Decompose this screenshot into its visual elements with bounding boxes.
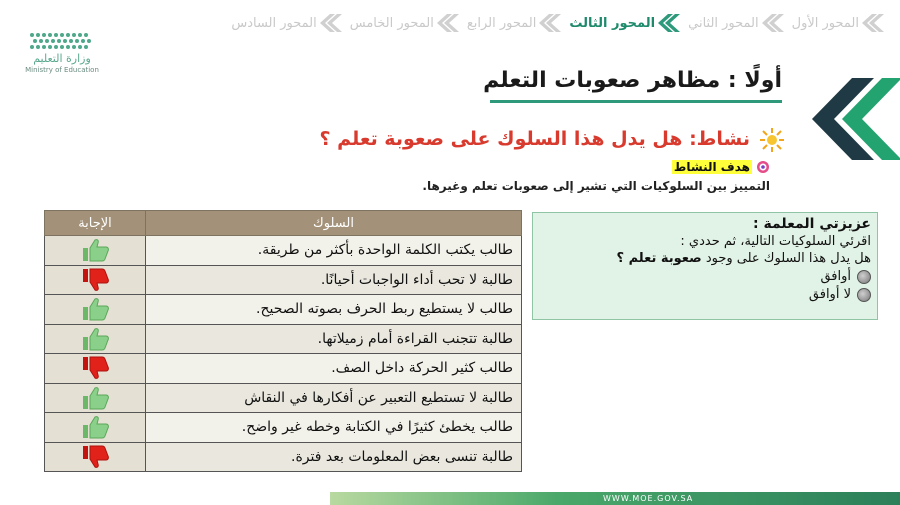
axis-nav (231, 8, 888, 38)
behavior-cell: طالب يخطئ كثيرًا في الكتابة وخطه غير واضح. (146, 413, 522, 443)
answer-cell (45, 354, 146, 384)
chevron-icon (862, 12, 888, 34)
footer-url[interactable]: WWW.MOE.GOV.SA (603, 494, 694, 503)
instructions-line2 (533, 251, 871, 266)
option-disagree[interactable] (533, 287, 871, 302)
target-icon (756, 160, 770, 174)
thumbs-down-icon (81, 356, 109, 380)
chevron-icon (437, 12, 463, 34)
table-row (45, 354, 522, 384)
behavior-cell: طالب كثير الحركة داخل الصف. (146, 354, 522, 384)
logo-english-text: Ministry of Education (25, 66, 99, 74)
answer-cell (45, 413, 146, 443)
thumbs-up-icon (81, 327, 109, 351)
goal-text: التمييز بين السلوكيات التي تشير إلى صعوبات تعلم وغيرها. (422, 179, 770, 193)
instructions-line1: اقرئي السلوكيات التالية، ثم حددي : (680, 234, 871, 249)
goal-label: هدف النشاط (673, 160, 750, 174)
table-row (45, 265, 522, 295)
option-agree[interactable] (533, 269, 871, 284)
thumbs-up-icon (81, 238, 109, 262)
thumbs-down-icon (81, 445, 109, 469)
nav-item-axis-4[interactable] (467, 12, 566, 34)
answer-cell (45, 295, 146, 325)
nav-label: المحور الخامس (349, 15, 434, 31)
table-row (45, 383, 522, 413)
nav-label: المحور الثالث (569, 15, 656, 31)
sun-icon (760, 128, 784, 152)
instructions-line2-prefix: هل يدل هذا السلوك على وجود (705, 251, 871, 266)
goal-row (672, 160, 770, 174)
chevron-icon (762, 12, 788, 34)
table-row (45, 442, 522, 472)
behavior-cell: طالب لا يستطيع ربط الحرف بصوته الصحيح. (146, 295, 522, 325)
chevron-icon (539, 12, 565, 34)
title-underline (490, 100, 782, 103)
logo-arabic-text: وزارة التعليم (33, 52, 91, 65)
behavior-cell: طالب يكتب الكلمة الواحدة بأكثر من طريقة. (146, 236, 522, 266)
table-row (45, 236, 522, 266)
chevron-icon (320, 12, 346, 34)
thumbs-up-icon (81, 297, 109, 321)
nav-label: المحور الرابع (466, 15, 537, 31)
option-label: أوافق (820, 269, 851, 284)
answer-cell (45, 236, 146, 266)
answer-column-header: الإجابة (45, 211, 146, 236)
thumbs-up-icon (81, 386, 109, 410)
option-label: لا أوافق (808, 287, 851, 302)
behavior-column-header: السلوك (146, 211, 522, 236)
behavior-cell: طالبة لا تستطيع التعبير عن أفكارها في النقاش (146, 383, 522, 413)
behavior-cell: طالبة لا تحب أداء الواجبات أحيانًا. (146, 265, 522, 295)
nav-item-axis-3[interactable] (569, 12, 684, 34)
page-title: أولًا : مظاهر صعوبات التعلم (483, 68, 782, 93)
double-chevron-icon (790, 78, 900, 160)
nav-item-axis-1[interactable] (792, 12, 888, 34)
answer-cell (45, 324, 146, 354)
thumbs-up-icon (81, 415, 109, 439)
chevron-icon (658, 12, 684, 34)
table-row (45, 295, 522, 325)
activity-heading: نشاط: هل يدل هذا السلوك على صعوبة تعلم ؟ (319, 128, 750, 150)
behavior-cell: طالبة تنسى بعض المعلومات بعد فترة. (146, 442, 522, 472)
nav-item-axis-2[interactable] (688, 12, 788, 34)
answer-cell (45, 442, 146, 472)
behavior-table (44, 210, 522, 472)
radio-button[interactable] (857, 270, 871, 284)
behavior-cell: طالبة تتجنب القراءة أمام زميلاتها. (146, 324, 522, 354)
nav-label: المحور الأول (791, 15, 859, 31)
radio-button[interactable] (857, 288, 871, 302)
table-header-row (45, 211, 522, 236)
instructions-line2-bold: صعوبة تعلم ؟ (616, 251, 702, 266)
table-row (45, 413, 522, 443)
nav-label: المحور الثاني (688, 15, 759, 31)
table-row (45, 324, 522, 354)
nav-item-axis-6[interactable] (231, 12, 345, 34)
teacher-instructions-box (532, 212, 878, 320)
thumbs-down-icon (81, 268, 109, 292)
nav-label: المحور السادس (231, 15, 317, 31)
answer-cell (45, 383, 146, 413)
nav-item-axis-5[interactable] (350, 12, 463, 34)
answer-cell (45, 265, 146, 295)
instructions-title: عزيزتي المعلمة : (753, 216, 871, 232)
